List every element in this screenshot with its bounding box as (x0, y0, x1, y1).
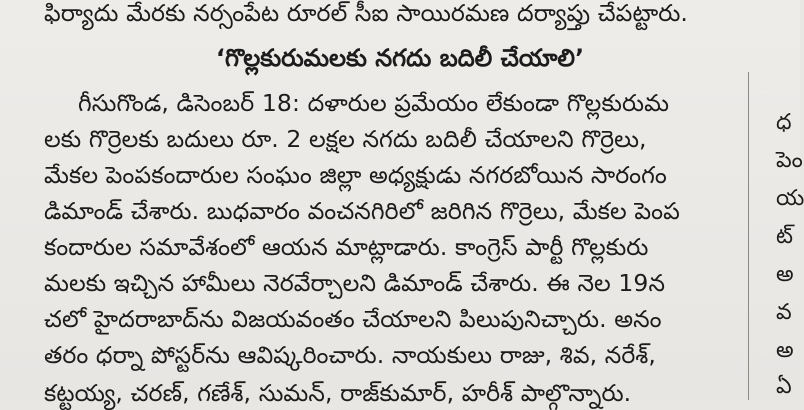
fragment-text: ధ (776, 110, 792, 135)
article-cut-line-wrapper (44, 378, 720, 407)
fragment-text: ఏ (776, 374, 792, 399)
fragment-text: అ (776, 262, 794, 287)
fragment-text: ట్ (776, 224, 793, 249)
article-headline: ‘గొల్లకురుమలకు నగదు బదిలీ చేయాలి’ (215, 44, 585, 72)
article-line: మలకు ఇచ్చిన హామీలు నెరవేర్చాలని డిమాండ్ చేశారు. ఈ నెల 19న (44, 269, 666, 297)
article-column (44, 0, 720, 407)
article-line: కందారుల సమావేశంలో ఆయన మాట్లాడారు. కాంగ్రెస్ పార్టీ గొల్లకురు (44, 233, 649, 261)
article-line: డిమాండ్ చేశారు. బుధవారం వంచనగిరిలో జరిగిన గొర్రెలు, మేకల పెంప (44, 197, 680, 225)
fragment-text: య (776, 186, 804, 211)
article-line: మేకల పెంపకందారుల సంఘం జిల్లా అధ్యక్షుడు నగరబోయిన సారంగం (44, 161, 667, 189)
article-line: కట్టయ్య, చరణ్, గణేశ్, సుమన్, రాజ్‌కుమార్, హరీశ్ పాల్గొన్నారు. (44, 379, 632, 407)
fragment-text: పెం (776, 148, 803, 173)
article-line: తరం ధర్నా పోస్టర్‌ను ఆవిష్కరించారు. నాయకులు రాజు, శివ, నరేశ్, (44, 341, 657, 369)
article-line: లకు గొర్రెలకు బదులు రూ. 2 లక్షల నగదు బదిలీ చేయాలని గొర్రెలు, (44, 125, 647, 153)
adjacent-column-fragments (772, 0, 804, 400)
article-top-line: ఫిర్యాదు మేరకు నర్సంపేట రూరల్ సీఐ సాయిరమణ దర్యాప్తు చేపట్టారు. (44, 0, 688, 27)
column-divider (748, 72, 749, 400)
fragment-text: అ (776, 338, 794, 363)
article-line: గీసుగొండ, డిసెంబర్ 18: దళారుల ప్రమేయం లేకుండా గొల్లకురుమ (78, 89, 670, 117)
article-line: చలో హైదరాబాద్‌ను విజయవంతం చేయాలని పిలుపునిచ్చారు. అనం (44, 305, 662, 333)
fragment-text: వ (776, 300, 792, 325)
